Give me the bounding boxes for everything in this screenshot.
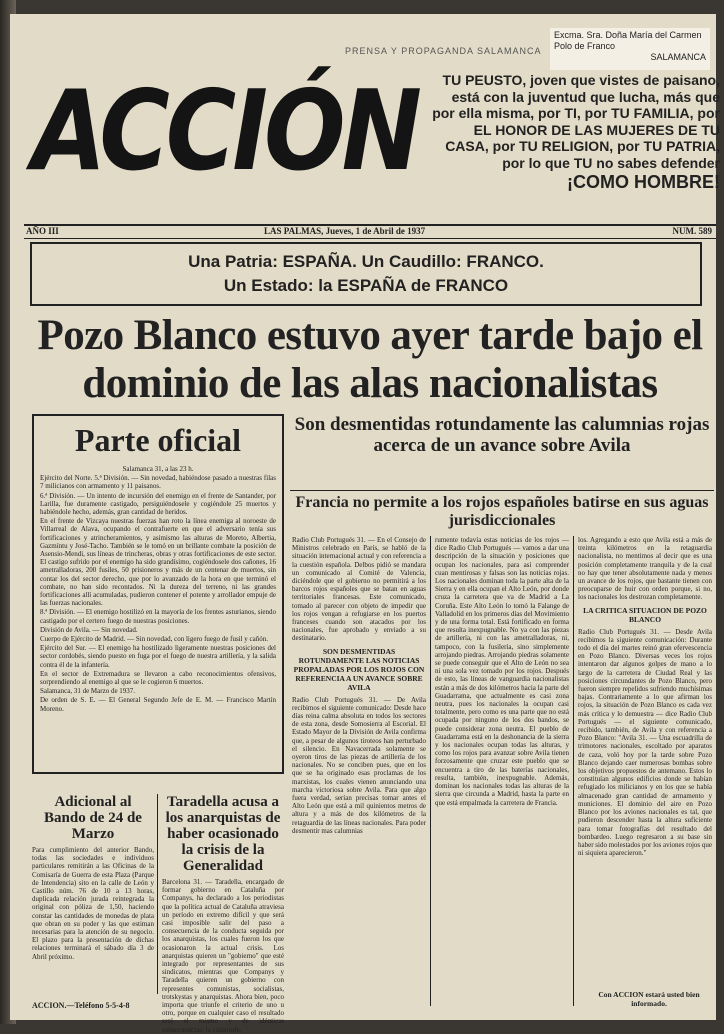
parte-paragraph: Ejército del Norte. 5.ª División. — Sin novedad, habiéndose pasado a nuestras filas 7 milicianos con armamento y 11 paisanos. xyxy=(40,474,276,491)
footer-phone: ACCION.—Teléfono 5-5-4-8 xyxy=(32,1001,130,1010)
column-rule xyxy=(573,536,574,1006)
motto-box xyxy=(30,242,702,306)
label-line3: SALAMANCA xyxy=(650,52,706,62)
parte-paragraph: 8.ª División. — El enemigo hostilizó en la mayoría de los frentes asturianos, siendo castigado por el certero fuego de nuestras posiciones. xyxy=(40,608,276,625)
column-subhead: SON DESMENTIDAS ROTUNDAMENTE LAS NOTICIAS PROPALADAS POR LOS ROJOS CON REFERENCIA A UN AVANCE SOBRE AVILA xyxy=(293,646,425,692)
parte-order: De orden de S. E. — El General Segundo Jefe de E. M. — Francisco Martín Moreno. xyxy=(40,696,276,713)
press-stamp: PRENSA Y PROPAGANDA SALAMANCA xyxy=(345,46,542,56)
parte-paragraph: División de Avila. — Sin novedad. xyxy=(40,625,138,634)
taradell-text: Barcelona 31. — Taradella, encargado de formar gobierno en Cataluña por Companys, ha declarado a los periodistas que la política actual de Cataluña atraviesa un período en extremo difícil y que será casi imposible salir del paso a consecuencia de la conducta seguida por los anarquistas, los cuales fueron los que ocasionaron la actual crisis. Los anarquistas quieren un "gobierno" que esté integrado por representantes de sus sindicatos, mientras que Companys y Taradella quieren un gobierno con representes comunistas, socialistas, trotskystas y anarquistas. Ahora bien, poco importa que triunfe el criterio de uno u otro, porque en cualquier caso el resultado será el mismo y de idénticas consecuencias: la catástrofe. xyxy=(162,878,284,1034)
sub-headline-france: Francia no permite a los rojos españoles batirse en sus aguas jurisdiccionales xyxy=(290,490,714,530)
column-rule xyxy=(157,794,158,994)
adicional-text: Para cumplimiento del anterior Bando, todas las sociedades e individuos particulares remitirán a las Oficinas de la Comisaría de Guerra de esta Plaza (Parque de Intendencia) sito en la calle de León y Castillo núm. 76 de 10 a 13 horas, duplicada relación jurada reintegrada la original con póliza de 1,50, haciendo constar las cantidades de monedas de plata que obran en su poder y las que estiman necesarias para la atención de su negocio. El plazo para la presentación de dichas relaciones terminará el sábado día 3 de Abril próximo. xyxy=(32,846,154,961)
adicional-title: Adicional al Bando de 24 de Marzo xyxy=(44,794,142,842)
motto-line1: Una Patria: ESPAÑA. Un Caudillo: FRANCO. xyxy=(188,252,544,271)
article-column-1 xyxy=(292,536,426,1006)
column-text: Radio Club Portugués 31. — Desde Avila recibimos la siguiente comunicación: Durante todo el día del martes reinó gran efervescencia en Pozo Blanco. Diversas veces los rojos intentaron dar algunos golpes de mano a lo largo de la carretera de Ciudad Real y las posiciones circundantes de Pozo Blanco, pero fueron siempre repelidos sufriendo muchísimas bajas. Contrariamente a lo que afirman los rojos, la situación de Pozo Blanco es cada vez más crítica y lo demuestra — dice Radio Club Portugués — el siguiente comunicado, recibido, también, de Avila y con referencia a Pozo Blanco: "Avila 31. — Una escuadrilla de trimotores nacionales, escoltado por aparatos de caza, voló hoy por la tarde sobre Pozo Blanco dejando caer numerosas bombas sobre los objetivos propuestos de antemano. Estos lo constituían algunos edificios donde se habían refugiado los milicianos y en los que se había almacenado gran cantidad de armamento y municiones. El dominio del aire en Pozo Blanco por los aviones nacionales es tal, que pudieron descender hasta la altura suficiente para tomar fotografías del resultado del bombardeo. Luego regresaron a su base sin haber sido molestados por los aviones rojos que ni siquiera aparecieron." xyxy=(578,627,712,858)
dateline-bar xyxy=(24,224,716,239)
main-headline: Pozo Blanco estuvo ayer tarde bajo el dominio de las alas nacionalistas xyxy=(37,312,703,407)
parte-paragraph: En el sector de Extremadura se llevaron a cabo reconocimientos ofensivos, sorprendiendo al enemigo al que se le cogieron 6 muertos. xyxy=(40,669,276,687)
issue-year: AÑO III xyxy=(26,226,59,236)
parte-paragraph: Cuerpo de Ejército de Madrid. — Sin novedad, con ligero fuego de fusil y cañón. xyxy=(40,635,269,644)
newspaper-page xyxy=(10,14,720,1034)
adicional-article xyxy=(32,794,154,961)
label-line2: Polo de Franco xyxy=(554,41,616,51)
issue-number: NUM. 589 xyxy=(672,226,712,236)
parte-title: Parte oficial xyxy=(74,422,242,458)
column-rule xyxy=(430,536,431,1006)
motto-line2: Un Estado: la ESPAÑA de FRANCO xyxy=(223,276,509,295)
column-subhead: LA CRITICA SITUACION DE POZO BLANCO xyxy=(583,605,707,624)
taradell-title: Taradella acusa a los anarquistas de haber ocasionado la crisis de la Generalidad xyxy=(165,794,281,874)
slogan-box xyxy=(428,72,720,190)
slogan-body: TU PEUSTO, joven que vistes de paisano, está con la juventud que lucha, más que por ella misma, por TI, por TU FAMILIA, por EL HONOR DE LAS MUJERES DE TU CASA, por TU RELIGION, por TU PATRIA, por lo que TU no sabes defender xyxy=(432,72,720,171)
footer-notice: Con ACCION estará usted bien informado. xyxy=(598,990,700,1008)
parte-body xyxy=(40,465,276,713)
column-text: Radio Club Portugués 31. — De Avila recibimos el siguiente comunicado: Desde hace días reina calma absoluta en todos los sectores de esta zona, desde Somosierra al Escorial. El Estado Mayor de la División de Avila confirma que, a pesar de algunos tiroteos han perturbado el silencio. En Navacerrada solamente se oyeron tiros de las piezas de artillería de los nacionales. No se conciben pues, que en los que se ha originado esas proclamas de los marxistas, los cuales vienen anunciando una marcha victoriosa sobre Avila. Para que algo fuera verdad, serían precisas tomar antes el Alto León que está a mil quinientos metros de altura y a más de dos kilómetros de la retaguardia de las líneas nacionales. Para poder desmentir mas calumnias xyxy=(292,695,426,835)
address-label xyxy=(550,28,710,70)
sub-headline: Son desmentidas rotundamente las calumnias rojas acerca de un avance sobre Avila xyxy=(294,414,710,456)
article-column-3 xyxy=(578,536,712,984)
parte-oficial-box xyxy=(32,414,284,774)
parte-paragraph: Ejército del Sur. — El enemigo ha hostilizado ligeramente nuestras posiciones del sector cordobés, siendo puesto en fuga por el fuego de nuestra artillería, y la salida contra él de la infantería. xyxy=(40,644,276,669)
masthead-logo: ACCIÓN xyxy=(32,66,418,196)
place-date: LAS PALMAS, Jueves, 1 de Abril de 1937 xyxy=(264,226,426,236)
label-line1: Excma. Sra. Doña María del Carmen xyxy=(554,30,702,40)
parte-paragraph: 6.ª División. — Un intento de incursión del enemigo en el frente de Santander, por Larilla, fue duramente castigado, persiguiéndosele y cogiéndole 25 muertos y habiéndole hecho, además, gran cantidad de heridos. xyxy=(40,491,276,517)
column-text: rumente todavía estas noticias de los rojos — dice Radio Club Portugués — vamos a dar una descripción de la situación y posiciones que ocupan los nacionales, para así comprender cuan mentirosas y falsas son las noticias rojas. Los nacionales dominan toda la parte alta de la Sierra y en ella ocupan el Alto León, por donde cruza la carretera que va de Madrid a La Coruña. Este Alto León lo tomó la Falange de Valladolid en los primeros días del Movimiento y de una forma total. Está fortificado en forma que resulta inexpugnable. No ya con las piezas de artillería, ni con las ametralladoras, ni, tampoco, con la fusilería, sino simplemente arrojando piedras. Arrojando piedras solamente se puede conseguir que el Alto de León no sea ni una sola vez tomado por los rojos. Después de esto, las líneas de vanguardia nacionalistas están a más de dos kilómetros hacia la parte del Guadarrama, que actualmente es casi zona neutra, pues los nacionales la ocupan casi totalmente, pero como es una parte que no está ocupada por ninguno de los dos bandos, se puede considerar zona neutra. El pueblo de Guadarrama está en la deshonancia de la sierra y los nacionales ocupan todas las alturas, y como los rojos para avanzar sobre Avila tienen forzosamente que cruzar este pueblo que se encuentra a tiro de las baterías nacionales, resulta, también, inexpugnable. Además, dominan los nacionales todas las alturas de la sierra que circunda a Madrid, hasta la parte en que está empalmada la carretera de Francia. xyxy=(435,536,569,807)
taradell-article xyxy=(162,794,284,1034)
column-text: Radio Club Portugués 31. — En el Consejo de Ministros celebrado en París, se habló de la situación internacional actual y con referencia a la cuestión española. Delbos pidió se mandara un comunicado al Comité de Valencia, diciéndole que el gobierno no permitirá a los barcos rojos españoles que se batan en aguas territoriales francesas. Este comunicado, tomado al parecer con objeto de impedir que los rojos vengan a refugiarse en los puertos franceses cuando son atacados por los nacionales, fue aprobado y enviado a su destinatario. xyxy=(292,536,426,643)
slogan-closing: ¡COMO HOMBRE! xyxy=(567,171,720,192)
parte-dateline: Salamanca 31, a las 23 h. xyxy=(122,465,194,473)
article-column-2 xyxy=(435,536,569,1006)
parte-paragraph: En el frente de Vizcaya nuestras fuerzas han roto la línea enemiga al noroeste de Villarreal de Alava, ocupando el contrafuerte en que el adversario tenía sus fortificaciones y atrincheramientos, y asimismo las alturas de Moreto, Albertia, Gazmíntu y José-Tacho. También se le tomó en un brillante combate la posición de Asensio-Mendi, sus líneas de trincheras, obras y otras fortificaciones de este sector. El castigo sufrido por el enemigo ha sido grandísimo, cogiéndosele dos cañones, 16 ametralladoras, 200 fusiles, 50 prisioneros y más de un centenar de muertos, sin contar los del sector derecho, que por lo avanzado de la hora en que terminó el combate, no han sido recontados. Ni la dureza del terreno, ni las grandes fortificaciones allí acumuladas, pudieron contener el potente y arrollador empuje de las fuerzas nacionales. xyxy=(40,517,276,608)
column-text: los. Agregando a esto que Avila está a más de treinta kilómetros en la retaguardia nacionalista, no mentimos al decir que es una posición completamente tranquila y de la cual no hay que tener absolutamente nada y menos un avance de los rojos, que bastante tienen con preocuparse de huir con orden porque, si no, los nacionales los destrozan completamente. xyxy=(578,536,712,602)
parte-closing: Salamanca, 31 de Marzo de 1937. xyxy=(40,687,136,696)
